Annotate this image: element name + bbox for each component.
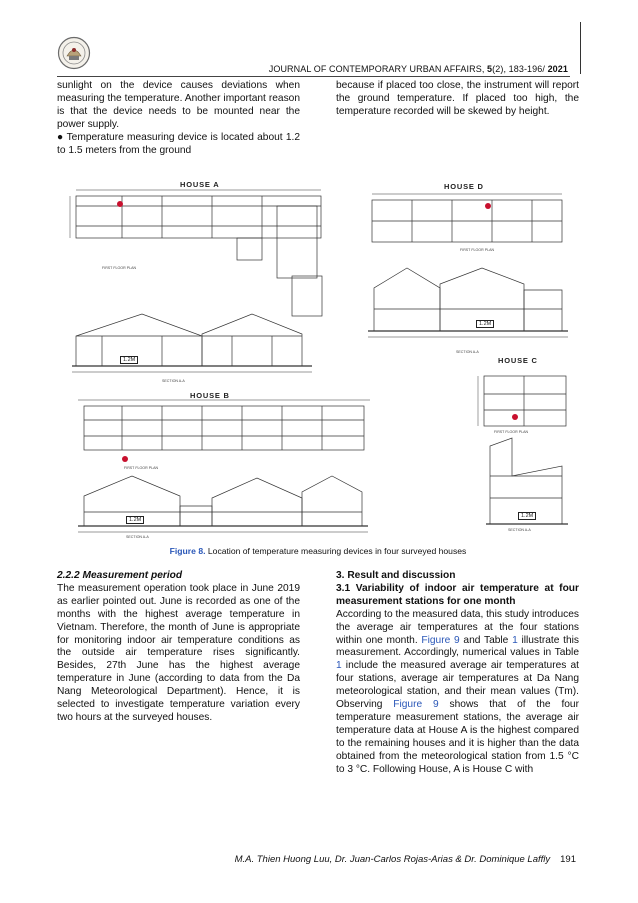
figure-9-link[interactable]: Figure 9 — [393, 699, 439, 711]
figure-9-link[interactable]: Figure 9 — [421, 634, 460, 646]
header-rule — [57, 76, 570, 77]
journal-volume: 5 — [487, 64, 493, 74]
table-1-link[interactable]: 1 — [512, 634, 518, 646]
paragraph: The measurement operation took place in June 2019 as earlier pointed out. June is recorded as one of the months with the highest average temperature in Vietnam. Therefore, the month of June is appropriate for monitoring indoor air temperature conditions as the outside air temperature rises significantly. Besides, 27th June has the highest average temperature in June (according to data from the Da Nang Meteorological Department). Hence, it is selected to investigate temperature variation every two hours at the surveyed houses. — [57, 582, 300, 723]
paragraph — [336, 609, 579, 777]
house-c-section-title: SECTION A-A — [508, 528, 531, 532]
house-b-height-mark: 1.2M — [126, 516, 144, 524]
journal-issue-pages: (2), 183-196/ — [492, 64, 548, 74]
journal-year: 2021 — [547, 64, 568, 74]
section-heading: 3. Result and discussion — [336, 570, 456, 581]
figure-caption — [57, 546, 579, 556]
house-d-label: HOUSE D — [444, 182, 484, 191]
section-heading: 2.2.2 Measurement period — [57, 570, 183, 581]
header-vertical-rule — [580, 22, 581, 74]
left-column-bottom — [57, 570, 300, 725]
text-run: illustrate this measurement. Accordingly, numerical values in Table — [336, 634, 579, 659]
house-d-height-mark: 1.2M — [476, 320, 494, 328]
right-column-top — [336, 80, 579, 119]
figure-number: Figure 8. — [169, 546, 206, 556]
house-d-plan-title: FIRST FLOOR PLAN — [460, 248, 495, 252]
house-c-plan-title: FIRST FLOOR PLAN — [494, 430, 529, 434]
house-a-device-marker — [117, 201, 123, 207]
house-b-plan-title: FIRST FLOOR PLAN — [124, 466, 159, 470]
text-run: include the measured average air temperatures at four stations, average air temperatures at Da Nang meteorological station, and their mean values (Tm). Observing — [336, 660, 579, 711]
table-1-link[interactable]: 1 — [336, 660, 342, 672]
house-c-device-marker — [512, 414, 518, 420]
house-d-section-title: SECTION A-A — [456, 350, 479, 354]
house-a-plan-title: FIRST FLOOR PLAN — [102, 266, 137, 270]
left-column-top — [57, 80, 300, 157]
paragraph: because if placed too close, the instrument will report the ground temperature. If placed too high, the temperature recorded will be skewed by height. — [336, 80, 579, 117]
house-b-label: HOUSE B — [190, 391, 230, 400]
house-c-label: HOUSE C — [498, 356, 538, 365]
house-d-device-marker — [485, 203, 491, 209]
page-footer — [200, 854, 576, 865]
journal-logo — [57, 36, 91, 70]
house-a-section-title: SECTION A-A — [162, 379, 185, 383]
figure-8 — [62, 176, 574, 542]
text-run: and Table — [459, 634, 513, 646]
text-run: shows that of the four temperature measurement stations, the average air temperature data at House A is the highest compared to the remaining houses and it is higher than the data obtained from the meteorological station from 1.5 °C to 3 °C. Following House, A is House C with — [336, 699, 579, 775]
house-c-height-mark: 1.2M — [518, 512, 536, 520]
page-number: 191 — [560, 854, 576, 865]
house-b-section-title: SECTION A-A — [126, 535, 149, 539]
bullet-paragraph: ● Temperature measuring device is located about 1.2 to 1.5 meters from the ground — [57, 131, 300, 156]
footer-authors: M.A. Thien Huong Luu, Dr. Juan-Carlos Rojas-Arias & Dr. Dominique Laffly — [234, 854, 551, 865]
journal-header — [250, 64, 568, 74]
house-b-device-marker — [122, 456, 128, 462]
figure-caption-text: Location of temperature measuring devices in four surveyed houses — [205, 546, 467, 556]
paragraph: sunlight on the device causes deviations when measuring the temperature. Another important reason is that the device needs to be mounted near the power supply. — [57, 80, 300, 130]
journal-name: JOURNAL OF CONTEMPORARY URBAN AFFAIRS, — [268, 64, 488, 74]
house-a-height-mark: 1.2M — [120, 356, 138, 364]
text-run: According to the measured data, this study introduces the average air temperatures at the four stations within one month. — [336, 608, 579, 646]
right-column-bottom — [336, 570, 579, 777]
house-a-label: HOUSE A — [180, 180, 220, 189]
subsection-heading: 3.1 Variability of indoor air temperature at four measurement stations for one month — [336, 582, 579, 607]
